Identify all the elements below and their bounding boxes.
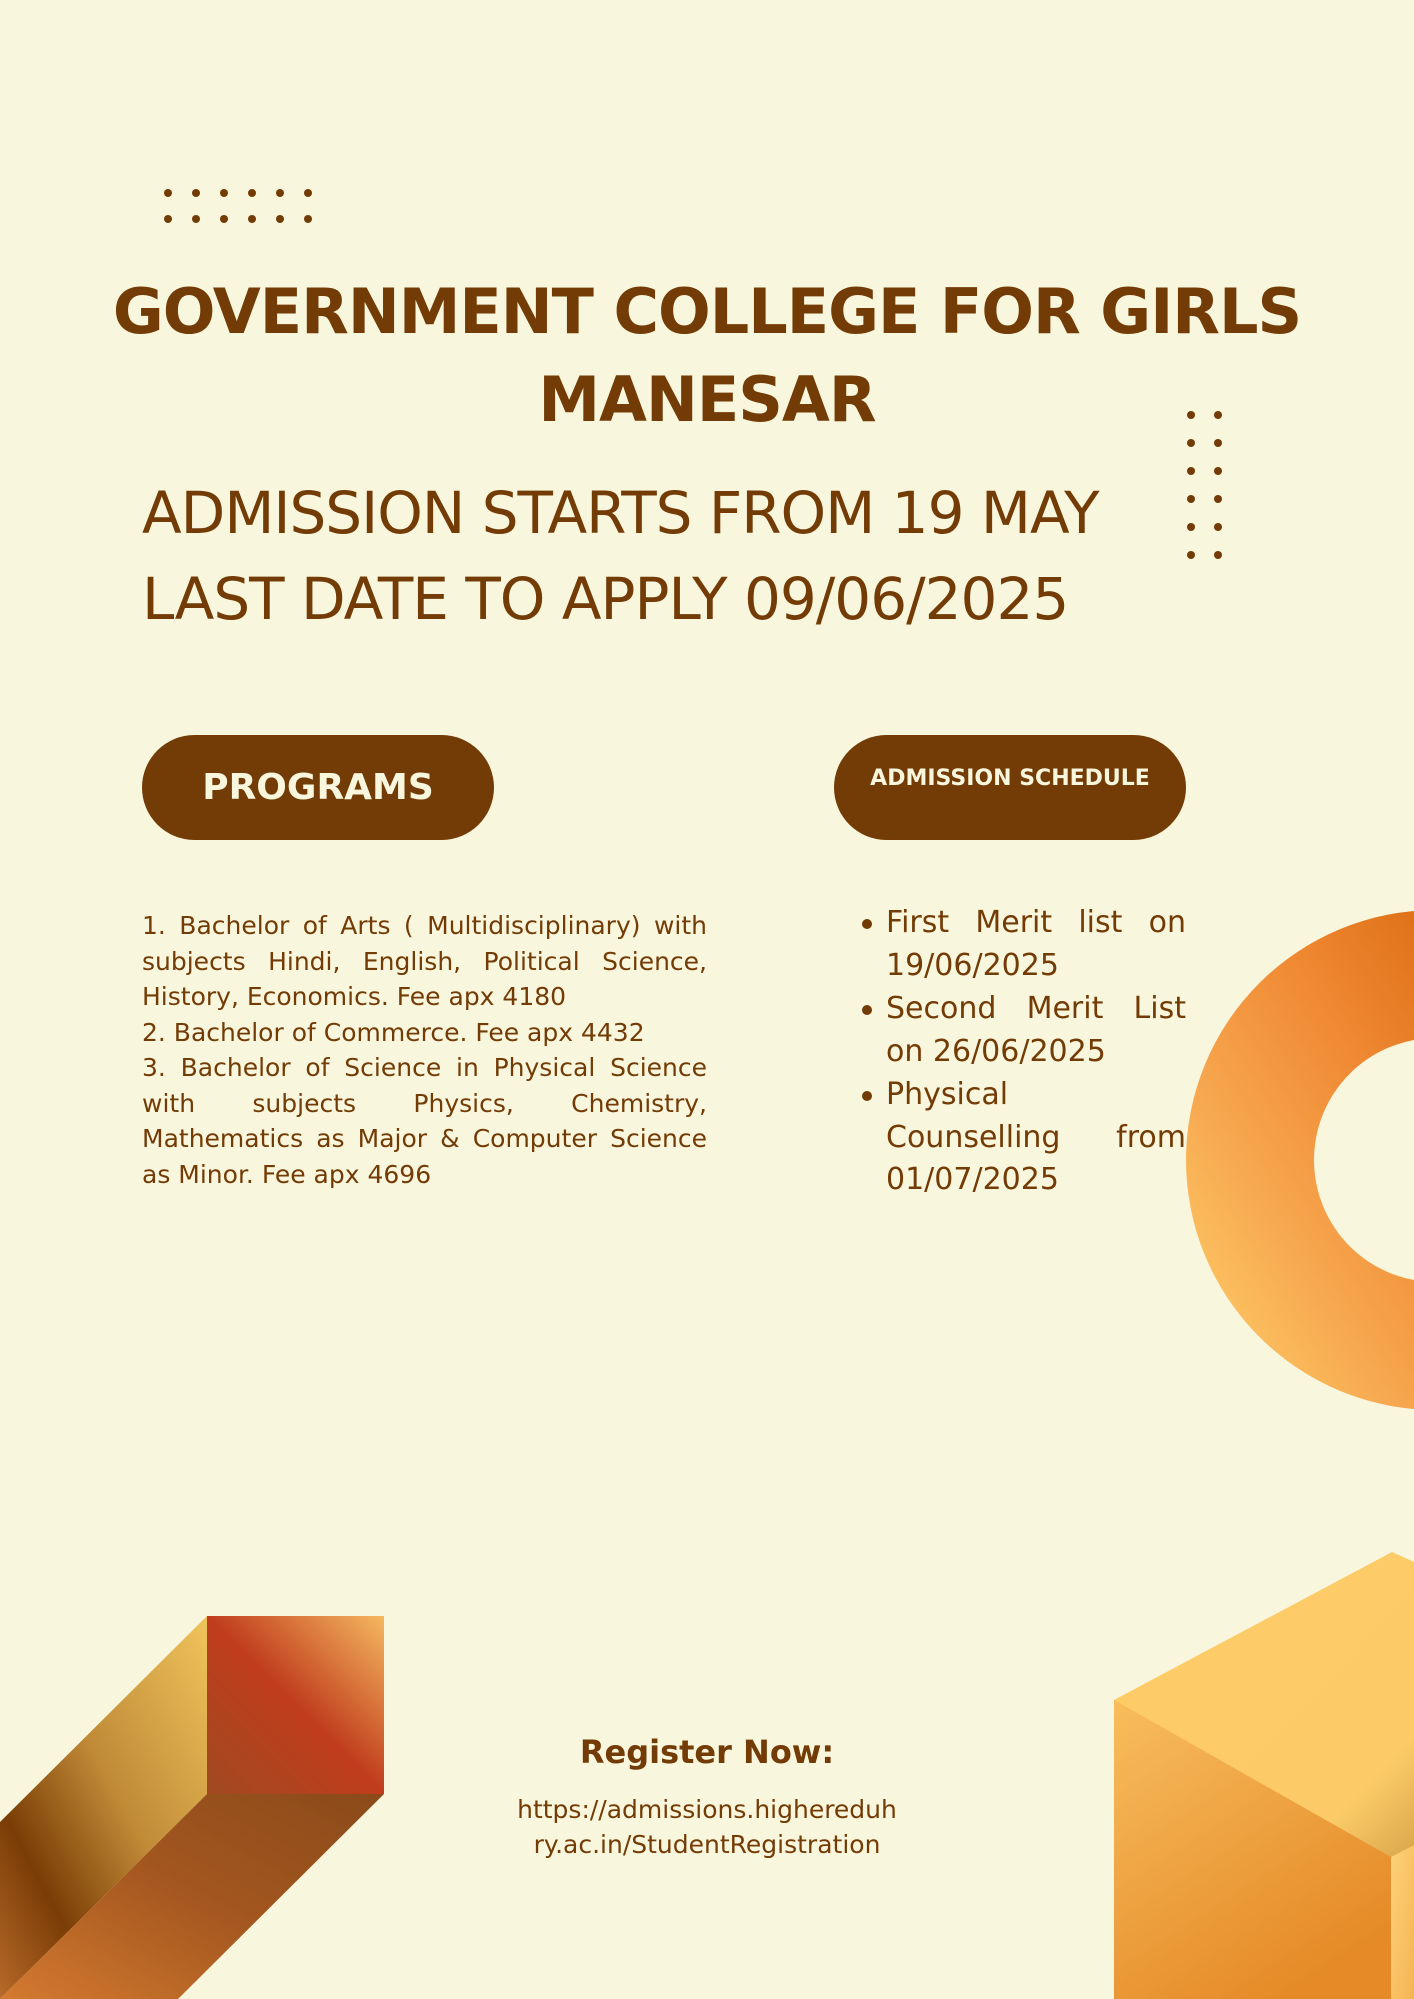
program-item: 2. Bachelor of Commerce. Fee apx 4432 xyxy=(142,1017,645,1047)
dot xyxy=(1214,467,1222,475)
registration-link[interactable]: https://admissions.highereduhry.ac.in/StudentRegistration xyxy=(517,1795,897,1859)
last-date-text: LAST DATE TO APPLY 09/06/2025 xyxy=(142,565,1069,633)
dot xyxy=(192,189,200,197)
dot xyxy=(220,189,228,197)
dot xyxy=(164,215,172,223)
decorative-ring-shape xyxy=(1186,910,1414,1410)
admission-start-text: ADMISSION STARTS FROM 19 MAY xyxy=(142,479,1099,547)
dot xyxy=(1187,523,1195,531)
programs-list xyxy=(142,908,707,1192)
dot xyxy=(1214,551,1222,559)
schedule-item: Second Merit List on 26/06/2025 xyxy=(858,988,1186,1073)
dot xyxy=(304,215,312,223)
dot xyxy=(220,215,228,223)
dot xyxy=(164,189,172,197)
register-heading: Register Now: xyxy=(579,1733,835,1771)
schedule-list xyxy=(858,902,1186,1203)
college-title-line1: GOVERNMENT COLLEGE FOR GIRLS xyxy=(112,275,1302,348)
dot xyxy=(1214,495,1222,503)
dot xyxy=(1187,551,1195,559)
dot xyxy=(248,215,256,223)
program-item: 3. Bachelor of Science in Physical Science with subjects Physics, Chemistry, Mathematics as Major & Computer Science as Minor. Fee apx 4696 xyxy=(142,1053,707,1189)
admission-dates xyxy=(142,470,1099,642)
programs-badge: PROGRAMS xyxy=(142,735,494,840)
admission-schedule-badge: ADMISSION SCHEDULE xyxy=(834,735,1186,840)
dot xyxy=(1187,495,1195,503)
dot xyxy=(1214,523,1222,531)
dot xyxy=(304,189,312,197)
decorative-ribbon-shape xyxy=(0,1616,384,1999)
decorative-cube-shape xyxy=(1114,1552,1414,1999)
program-item: 1. Bachelor of Arts ( Multidisciplinary) with subjects Hindi, English, Political Science, History, Economics. Fee apx 4180 xyxy=(142,911,707,1011)
college-title-line2: MANESAR xyxy=(538,363,876,436)
dot xyxy=(248,189,256,197)
schedule-item: First Merit list on 19/06/2025 xyxy=(858,902,1186,987)
dot xyxy=(192,215,200,223)
college-title xyxy=(100,268,1314,444)
dot xyxy=(276,189,284,197)
dot xyxy=(276,215,284,223)
dot xyxy=(1187,467,1195,475)
schedule-item: Physical Counselling from 01/07/2025 xyxy=(858,1074,1186,1202)
